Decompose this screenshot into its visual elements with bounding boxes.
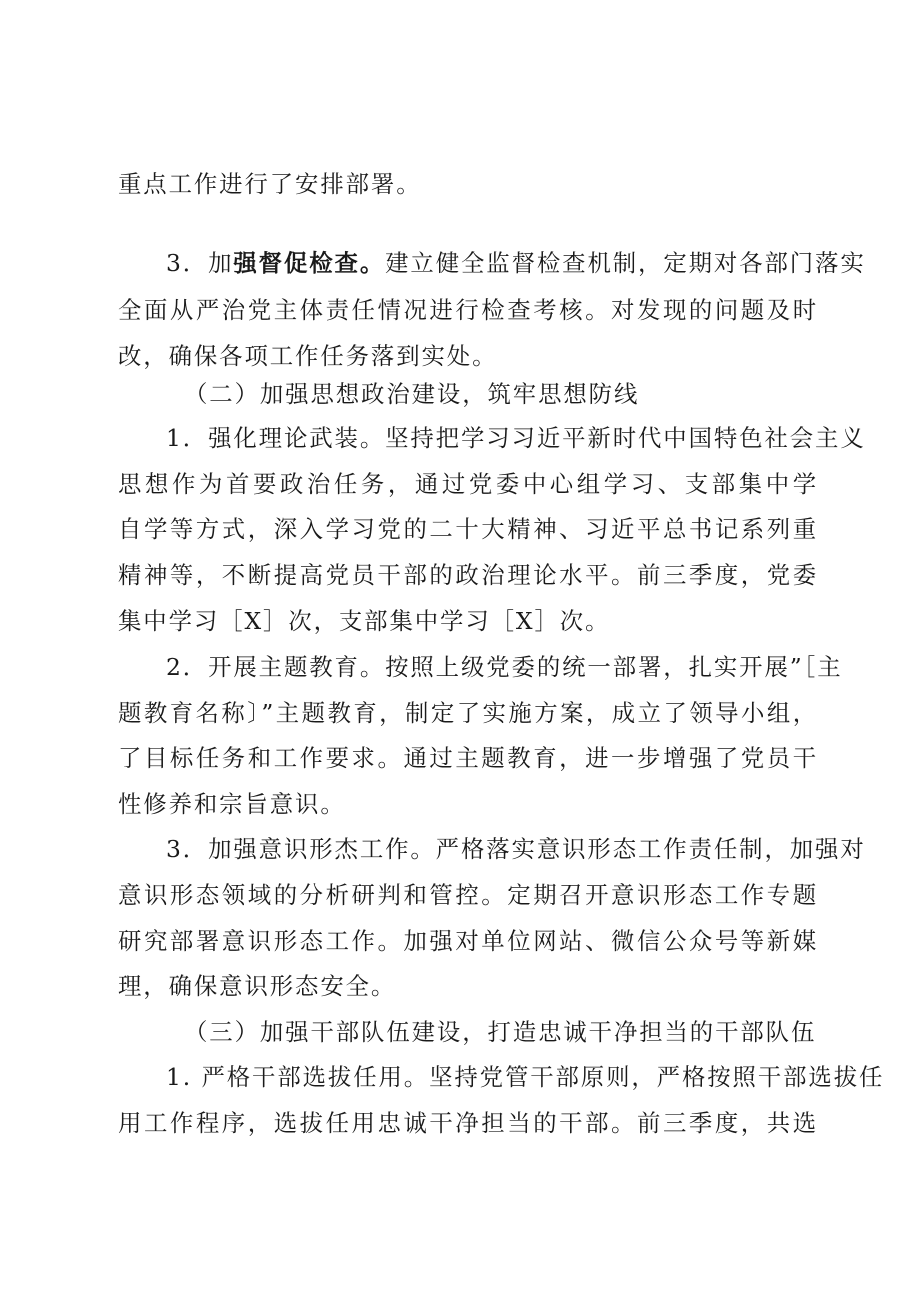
paragraph-line: 重点工作进行了安排部署。 <box>118 170 422 198</box>
section-heading: （二）加强思想政治建设，筑牢思想防线 <box>184 380 640 408</box>
paragraph-text: 建立健全监督检查机制，定期对各部门落实 <box>385 249 866 277</box>
paragraph-line: 了目标任务和工作要求。通过主题教育，进一步增强了党员干 <box>118 744 818 772</box>
paragraph-line: 意识形态领域的分析研判和管控。定期召开意识形态工作专题 <box>118 881 818 909</box>
paragraph-line: 题教育名称〕”主题教育，制定了实施方案，成立了领导小组， <box>118 699 818 727</box>
paragraph-line: 集中学习［X］次，支部集中学习［X］次。 <box>118 607 611 635</box>
paragraph-line: 1．强化理论武装。坚持把学习习近平新时代中国特色社会主义 <box>166 424 866 452</box>
paragraph-line <box>166 247 866 279</box>
paragraph-line: 用工作程序，选拔任用忠诚干净担当的干部。前三季度，共选 <box>118 1109 818 1137</box>
paragraph-line: 1. 严格干部选拔任用。坚持党管干部原则，严格按照干部选拔任 <box>166 1063 885 1091</box>
paragraph-line: 思想作为首要政治任务，通过党委中心组学习、支部集中学 <box>118 470 818 498</box>
paragraph-line: 性修养和宗旨意识。 <box>118 790 346 818</box>
list-number: 3．加 <box>166 249 234 277</box>
paragraph-line: 全面从严治党主体责任情况进行检查考核。对发现的问题及时 <box>118 296 818 324</box>
section-heading: （三）加强干部队伍建设，打造忠诚干净担当的干部队伍 <box>184 1018 817 1046</box>
paragraph-line: 3．加强意识形杰工作。严格落实意识形态工作责任制，加强对 <box>166 835 866 863</box>
paragraph-line: 改，确保各项工作任务落到实处。 <box>118 342 498 370</box>
paragraph-line: 2．开展主题教育。按照上级党委的统一部署，扎实开展”［主 <box>166 653 843 681</box>
paragraph-line: 自学等方式，深入学习党的二十大精神、习近平总书记系列重 <box>118 515 818 543</box>
paragraph-line: 理，确保意识形态安全。 <box>118 972 397 1000</box>
bold-heading: 强督促检查。 <box>233 249 386 277</box>
paragraph-line: 精神等，不断提高党员干部的政治理论水平。前三季度，党委 <box>118 561 818 589</box>
paragraph-line: 研究部署意识形态工作。加强对单位网站、微信公众号等新媒 <box>118 927 818 955</box>
